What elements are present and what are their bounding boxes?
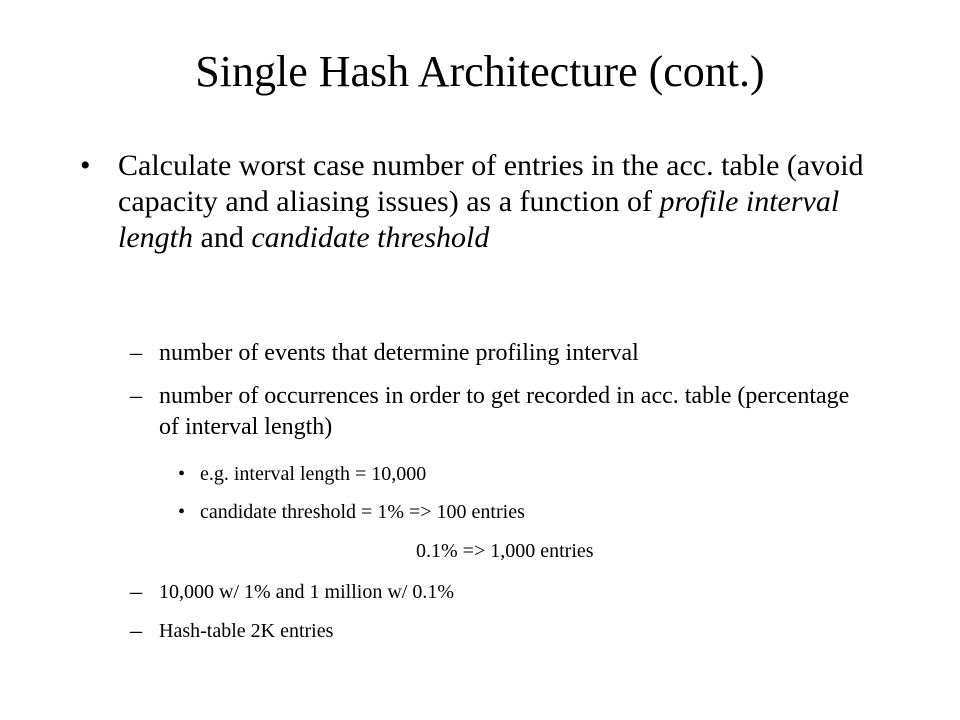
sub-bullet-text: number of occurrences in order to get recorded in acc. table (percentage of interval length)	[159, 383, 850, 440]
sub-bullet	[130, 338, 870, 369]
dash-marker: –	[130, 340, 142, 366]
dash-marker: –	[130, 618, 142, 644]
dash-marker: –	[130, 579, 142, 605]
main-bullet-text-part: and	[193, 221, 252, 254]
example-bullet	[178, 500, 878, 524]
dash-marker: –	[130, 383, 142, 409]
conclusion-bullet	[130, 577, 870, 608]
conclusion-text: 10,000 w/ 1% and 1 million w/ 0.1%	[159, 581, 454, 603]
slide-title: Single Hash Architecture (cont.)	[195, 47, 765, 96]
example-text: e.g. interval length = 10,000	[200, 463, 427, 485]
example-continuation: 0.1% => 1,000 entries	[416, 540, 594, 562]
main-bullet-text-part: Calculate worst case number of entries in the acc. table (avoid capacity and aliasing issues) as a function of	[118, 149, 864, 218]
bullet-marker: •	[178, 463, 186, 485]
sub-bullet	[130, 381, 870, 443]
example-text: candidate threshold = 1% => 100 entries	[200, 501, 525, 523]
main-bullet	[80, 148, 880, 328]
example-bullet	[178, 462, 878, 486]
main-bullet-emphasis-interval: profile interval length	[118, 185, 840, 254]
conclusion-bullet	[130, 616, 870, 647]
main-bullet-text	[118, 148, 878, 256]
bullet-marker: •	[178, 501, 186, 523]
conclusion-text: Hash-table 2K entries	[159, 620, 334, 642]
bullet-marker: •	[80, 149, 91, 182]
main-bullet-emphasis-threshold: candidate threshold	[251, 221, 490, 254]
sub-bullet-text: number of events that determine profiling interval	[159, 340, 639, 366]
